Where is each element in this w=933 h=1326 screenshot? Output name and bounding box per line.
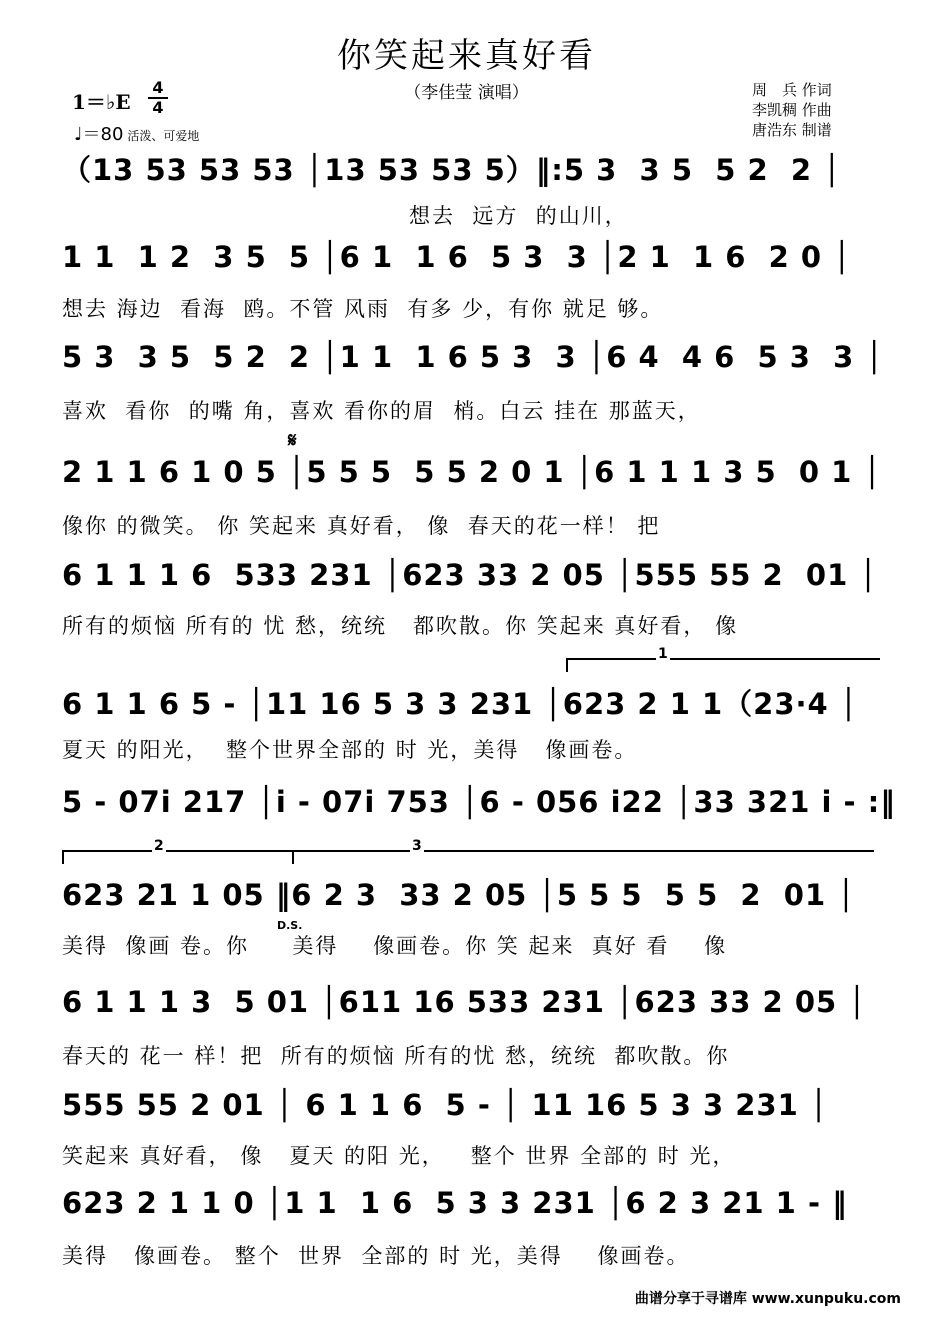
credit-lyricist: 周 兵 作词 [752, 81, 832, 99]
music-line-9: 6 1 1 1 3 5 01 │611 16 533 231 │623 33 2 05 │ [62, 985, 867, 1019]
third-ending-bracket [292, 838, 874, 864]
time-signature [148, 80, 168, 116]
music-line-10: 555 55 2 01 │ 6 1 1 6 5 - │ 11 16 5 3 3 231 │ [62, 1088, 829, 1122]
lyric-line-10: 笑起来 真好看， 像 夏天 的阳 光， 整个 世界 全部的 时 光， [62, 1144, 736, 1168]
music-line-2: 1 1 1 2 3 5 5 │6 1 1 6 5 3 3 │2 1 1 6 2 0 │ [62, 240, 852, 274]
lyric-line-8: 美得 像画 卷。你 美得 像画卷。你 笑 起来 真好 看 像 [62, 934, 728, 958]
dal-segno-mark: D.S. [277, 919, 303, 932]
footer-credit: 曲谱分享于寻谱库 www.xunpuku.com [634, 1291, 901, 1307]
music-line-4: 2 1 1 6 1 0 5 │5 5 5 5 5 2 0 1 │6 1 1 1 3 5 0 1 │ [62, 455, 882, 489]
credits [752, 80, 832, 140]
music-line-7: 5 - 07i 217 │i - 07i 753 │6 - 056 i22 │33 321 i - :‖ [62, 785, 896, 819]
tempo-expression: 活泼、可爱地 [127, 129, 200, 143]
first-ending-bracket [566, 646, 880, 672]
lyric-line-11: 美得 像画卷。 整个 世界 全部的 时 光，美得 像画卷。 [62, 1244, 690, 1268]
lyric-line-6: 夏天 的阳光， 整个世界全部的 时 光，美得 像画卷。 [62, 738, 638, 762]
second-ending-number: 2 [154, 838, 164, 854]
lyric-line-3: 喜欢 看你 的嘴 角，喜欢 看你的眉 梢。白云 挂在 那蓝天， [62, 399, 701, 423]
time-signature-bottom: 4 [152, 98, 164, 117]
song-subtitle: （李佳莹 演唱） [404, 83, 529, 103]
third-ending-number: 3 [412, 838, 422, 854]
first-ending-number: 1 [658, 646, 668, 662]
lyric-line-5: 所有的烦恼 所有的 忧 愁，统统 都吹散。你 笑起来 真好看， 像 [62, 614, 739, 638]
second-ending-bracket [62, 838, 294, 864]
lyric-line-2: 想去 海边 看海 鸥。不管 风雨 有多 少，有你 就足 够。 [62, 297, 664, 321]
lyric-line-1: 想去 远方 的山川， [62, 204, 628, 228]
key-signature: 1＝♭E [72, 90, 131, 114]
music-line-11: 623 2 1 1 0 │1 1 1 6 5 3 3 231 │6 2 3 21 1 - ‖ [62, 1186, 848, 1220]
music-line-6: 6 1 1 6 5 - │11 16 5 3 3 231 │623 2 1 1（23·4 │ [62, 687, 859, 721]
credit-composer: 李凯稠 作曲 [752, 101, 832, 119]
lyric-line-9: 春天的 花一 样！把 所有的烦恼 所有的忧 愁，统统 都吹散。你 [62, 1044, 730, 1068]
music-line-1: （13 53 53 53 │13 53 53 5）‖:5 3 3 5 5 2 2 │ [62, 153, 842, 187]
tempo-marking [74, 120, 199, 146]
segno-sign: 𝄋 [288, 428, 297, 452]
lyric-line-4: 像你 的微笑。 你 笑起来 真好看， 像 春天的花一样！ 把 [62, 514, 661, 538]
credit-transcriber: 唐浩东 制谱 [752, 121, 832, 139]
time-signature-top: 4 [152, 78, 164, 97]
tempo-value: ♩＝80 [74, 124, 124, 145]
music-line-5: 6 1 1 1 6 533 231 │623 33 2 05 │555 55 2 01 │ [62, 558, 878, 592]
song-title: 你笑起来真好看 [337, 36, 596, 76]
music-line-8: 623 21 1 05 ‖6 2 3 33 2 05 │5 5 5 5 5 2 01 │ [62, 878, 856, 912]
music-line-3: 5 3 3 5 5 2 2 │1 1 1 6 5 3 3 │6 4 4 6 5 3 3 │ [62, 340, 884, 374]
